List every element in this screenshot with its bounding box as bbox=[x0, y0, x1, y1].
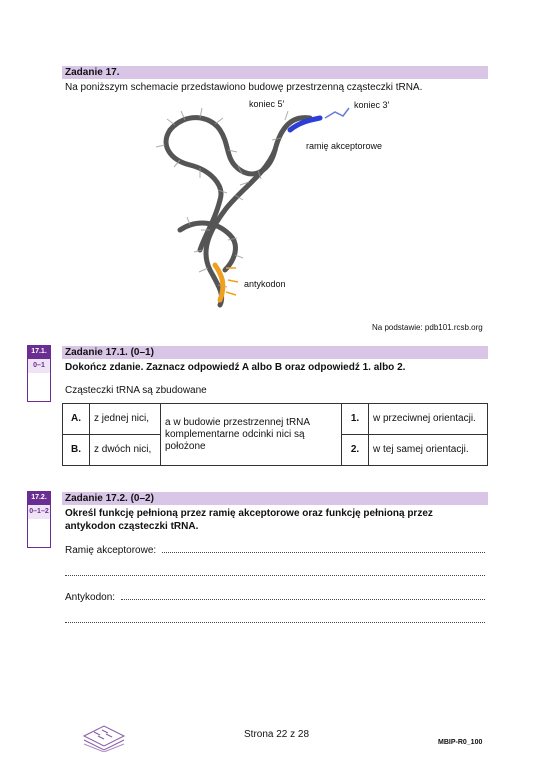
trna-backbone bbox=[166, 118, 310, 305]
option-a-text[interactable]: z jednej nici, bbox=[90, 404, 161, 435]
task-17-2-title: Zadanie 17.2. (0–2) bbox=[65, 493, 154, 504]
page-number: Strona 22 z 28 bbox=[244, 729, 310, 740]
task-17-1-instruction: Dokończ zdanie. Zaznacz odpowiedź A albo B oraz odpowiedź 1. albo 2. bbox=[65, 362, 406, 373]
task-17-title: Zadanie 17. bbox=[65, 67, 120, 78]
option-2-text[interactable]: w tej samej orientacji. bbox=[369, 435, 488, 466]
label-3-end: koniec 3′ bbox=[354, 100, 390, 110]
exam-code: MBIP-R0_100 bbox=[438, 739, 483, 746]
task-17-1-title: Zadanie 17.1. (0–1) bbox=[65, 347, 154, 358]
task-17-2-instruction: Określ funkcję pełnioną przez ramię akceptorowe oraz funkcję pełnioną przez antykodon cząsteczki tRNA. bbox=[65, 508, 433, 532]
anticodon-answer-label: Antykodon: bbox=[65, 592, 116, 603]
task-17-header bbox=[62, 66, 488, 79]
acceptor-answer-line-1[interactable] bbox=[162, 552, 485, 553]
task-17-intro: Na poniższym schemacie przedstawiono budowę przestrzenną cząsteczki tRNA. bbox=[65, 82, 423, 93]
task-17-2-number: 17.2. bbox=[27, 491, 51, 505]
label-5-end: koniec 5′ bbox=[249, 99, 285, 109]
task-17-1-score-box bbox=[27, 373, 51, 402]
task-17-2-badge bbox=[27, 491, 51, 548]
label-acceptor-arm: ramię akceptorowe bbox=[306, 141, 383, 151]
task-17-2-header bbox=[62, 492, 488, 505]
anticodon-answer-line-2[interactable] bbox=[65, 622, 485, 623]
label-anticodon: antykodon bbox=[244, 279, 286, 289]
task-17-1-number: 17.1. bbox=[27, 345, 51, 359]
option-1-text[interactable]: w przeciwnej orientacji. bbox=[369, 404, 488, 435]
anticodon-bases bbox=[226, 268, 238, 295]
option-1-number[interactable]: 1. bbox=[342, 404, 369, 435]
acceptor-answer-label: Ramię akceptorowe: bbox=[65, 545, 157, 556]
option-b-text[interactable]: z dwóch nici, bbox=[90, 435, 161, 466]
figure-source: Na podstawie: pdb101.rcsb.org bbox=[372, 323, 483, 332]
task-17-1-sentence: Cząsteczki tRNA są zbudowane bbox=[65, 385, 207, 396]
option-b-letter[interactable]: B. bbox=[63, 435, 90, 466]
task-17-2-score-box bbox=[27, 519, 51, 548]
option-a-letter[interactable]: A. bbox=[63, 404, 90, 435]
task-17-1-badge bbox=[27, 345, 51, 402]
middle-text: a w budowie przestrzennej tRNA komplementarne odcinki nici są położone bbox=[161, 404, 342, 466]
acceptor-end bbox=[325, 108, 349, 118]
answer-options-table bbox=[62, 403, 488, 466]
task-17-1-points: 0–1 bbox=[27, 359, 51, 373]
anticodon-answer-line-1[interactable] bbox=[121, 599, 485, 600]
option-2-number[interactable]: 2. bbox=[342, 435, 369, 466]
task-17-1-header bbox=[62, 346, 488, 359]
acceptor-answer-line-2[interactable] bbox=[65, 575, 485, 576]
task-17-2-points: 0–1–2 bbox=[27, 505, 51, 519]
cke-logo-icon bbox=[80, 722, 128, 752]
